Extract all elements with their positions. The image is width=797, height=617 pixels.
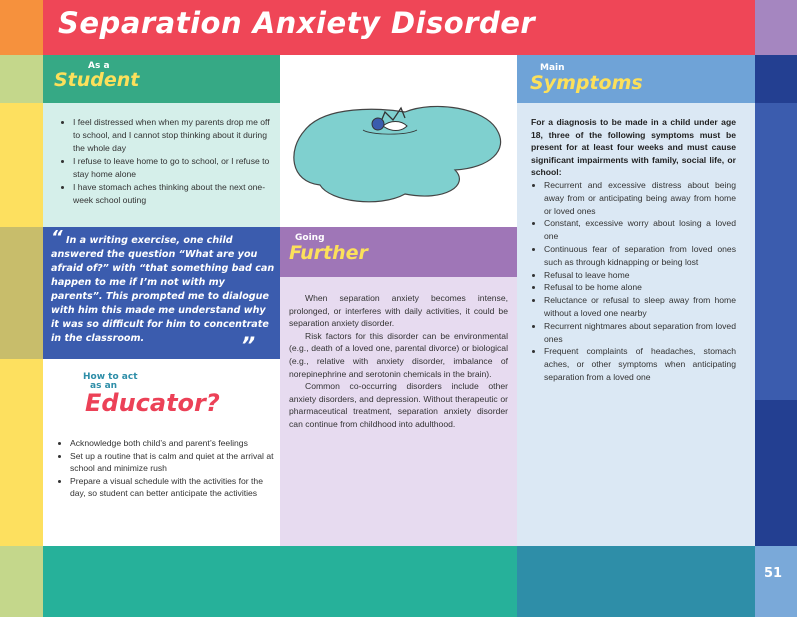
- list-item: • Reluctance or refusal to sleep away from home without a loved one nearby: [544, 294, 736, 320]
- left-strip-orange: [0, 0, 43, 55]
- right-strip-blue: [755, 103, 797, 400]
- quote-text: [51, 227, 275, 346]
- symptoms-intro: For a diagnosis to be made in a child under age 18, three of the following symptoms must be present for at least four weeks and must cause significant impairments with family, social life, or school:: [531, 117, 736, 178]
- further-small-label: Going: [295, 233, 325, 243]
- list-item: • Prepare a visual schedule with the activities for the day, so student can better anticipate the activities: [70, 475, 275, 500]
- left-strip-lime: [0, 55, 43, 103]
- symptoms-heading: Symptoms: [530, 72, 643, 94]
- student-list: [60, 116, 272, 207]
- right-strip-lightblue: [755, 546, 797, 617]
- educator-small-label-2: as an: [90, 381, 118, 391]
- list-item: • Continuous fear of separation from loved ones such as through kidnapping or being lost: [544, 243, 736, 269]
- quote-body: In a writing exercise, one child answered the question “What are you afraid of?” with “that something bad can happen to me if I’m not with my parents”. This prompted me to dialogue with him this made me understand why it was so difficult for him to concentrate in the classroom.: [51, 235, 275, 344]
- further-paragraph-3: Common co-occurring disorders include other anxiety disorders, and depression. Without therapeutic or pharmaceutical treatment, separation anxiety disorder can continue from childhood into adulthood.: [289, 381, 508, 429]
- quote-close-mark: ”: [241, 334, 256, 359]
- educator-list: [57, 437, 275, 500]
- student-heading: Student: [54, 69, 140, 91]
- page-number: 51: [764, 566, 783, 581]
- educator-heading: Educator?: [85, 389, 220, 417]
- list-item: • Recurrent nightmares about separation from loved ones: [544, 320, 736, 346]
- list-item: • I have stomach aches thinking about the next one-week school outing: [73, 181, 272, 207]
- list-item: • Refusal to leave home: [544, 269, 736, 282]
- list-item: • Refusal to be home alone: [544, 281, 736, 294]
- right-strip-lilac: [755, 0, 797, 55]
- further-text: [289, 292, 508, 431]
- right-strip-navy: [755, 55, 797, 103]
- puddle-illustration: [285, 90, 511, 210]
- list-item: • Acknowledge both child’s and parent’s feelings: [70, 437, 275, 450]
- list-item: • Recurrent and excessive distress about being away from or anticipating being away from home or loved ones: [544, 179, 736, 217]
- further-paragraph-1: When separation anxiety becomes intense, prolonged, or interferes with daily activities, it could be separation anxiety disorder.: [289, 293, 508, 329]
- list-item: • I feel distressed when when my parents drop me off to school, and I cannot stop thinking about it during the whole day: [73, 116, 272, 155]
- further-heading: Further: [289, 242, 368, 264]
- further-paragraph-2: Risk factors for this disorder can be environmental (e.g., death of a loved one, parental divorce) or biological (e.g., relative with anxiety disorder, imbalance of norepinephrine and serotonin chemicals in the brain).: [289, 330, 508, 379]
- right-strip-navy-2: [755, 400, 797, 546]
- left-strip-yellow: [0, 103, 43, 227]
- list-item: • Set up a routine that is calm and quiet at the arrival at school and minimize rush: [70, 450, 275, 475]
- list-item: • I refuse to leave home to go to school, or I refuse to stay home alone: [73, 155, 272, 181]
- left-strip-lime-2: [0, 546, 43, 617]
- bottom-strip-blue: [517, 546, 755, 617]
- figure-head: [372, 118, 384, 130]
- student-small-label: As a: [88, 61, 110, 71]
- left-strip-olive: [0, 227, 43, 359]
- quote-open-mark: “: [51, 227, 63, 248]
- bottom-strip-teal: [43, 546, 517, 617]
- educator-small-label-1: How to act: [83, 372, 138, 382]
- left-strip-yellow-2: [0, 359, 43, 546]
- symptoms-content: [531, 116, 736, 384]
- puddle-water: [294, 106, 501, 201]
- list-item: • Frequent complaints of headaches, stomach aches, or other symptoms when anticipating separation from a loved one: [544, 345, 736, 383]
- list-item: • Constant, excessive worry about losing a loved one: [544, 217, 736, 243]
- symptoms-small-label: Main: [540, 63, 565, 73]
- symptoms-list: [531, 179, 736, 384]
- page-title: Separation Anxiety Disorder: [58, 6, 536, 40]
